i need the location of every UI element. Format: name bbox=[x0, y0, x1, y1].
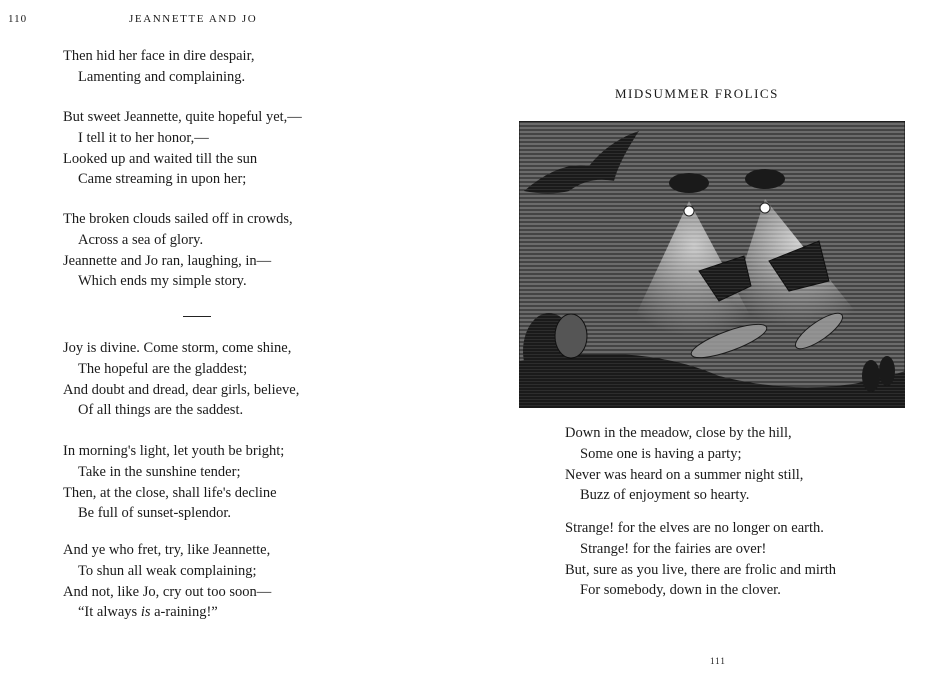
right-page bbox=[462, 0, 925, 676]
poem-line: I tell it to her honor,— bbox=[78, 129, 209, 146]
poem-line: But, sure as you live, there are frolic and mirth bbox=[565, 561, 836, 578]
quote-start: “It always bbox=[78, 604, 141, 621]
poem-line bbox=[565, 423, 803, 444]
engraving-illustration bbox=[519, 121, 905, 408]
poem-line: Buzz of enjoyment so hearty. bbox=[580, 487, 750, 504]
stanza bbox=[63, 441, 284, 524]
poem-line: In morning's light, let youth be bright; bbox=[63, 443, 285, 459]
page-number-right: 111 bbox=[710, 656, 726, 666]
poem-line: Then, at the close, shall life's decline bbox=[63, 484, 277, 501]
poem-line: And doubt and dread, dear girls, believe, bbox=[63, 381, 300, 398]
poem-line: Which ends my simple story. bbox=[78, 273, 247, 290]
stanza bbox=[63, 540, 271, 623]
poem-line: Then hid her face in dire despair, bbox=[63, 48, 255, 64]
poem-line: For somebody, down in the clover. bbox=[580, 582, 781, 599]
small-caps-opening: Down bbox=[565, 425, 601, 441]
poem-line: And not, like Jo, cry out too soon— bbox=[63, 583, 272, 600]
poem-line: And ye who fret, try, like Jeannette, bbox=[63, 542, 271, 558]
stanza bbox=[565, 423, 803, 506]
poem-line: Lamenting and complaining. bbox=[78, 68, 246, 85]
poem-line: Be full of sunset-splendor. bbox=[78, 505, 232, 522]
quote-end: a-raining!” bbox=[150, 604, 218, 621]
poem-line: Came streaming in upon her; bbox=[78, 171, 247, 188]
line-remainder: in the meadow, close by the hill, bbox=[600, 425, 792, 441]
poem-line-final bbox=[63, 602, 271, 623]
poem-title: MIDSUMMER FROLICS bbox=[615, 86, 779, 101]
poem-line: Strange! for the elves are no longer on earth. bbox=[565, 520, 824, 536]
poem-line: Some one is having a party; bbox=[580, 445, 742, 462]
stanza bbox=[63, 209, 293, 292]
stanza-divider bbox=[183, 316, 211, 317]
stanza bbox=[63, 46, 254, 88]
left-page bbox=[0, 0, 462, 676]
stanza bbox=[565, 518, 836, 601]
poem-line: The hopeful are the gladdest; bbox=[78, 360, 248, 377]
poem-line: Never was heard on a summer night still, bbox=[565, 466, 804, 483]
poem-line: Looked up and waited till the sun bbox=[63, 150, 258, 167]
poem-line: Of all things are the saddest. bbox=[78, 402, 244, 419]
running-title: JEANNETTE AND JO bbox=[129, 13, 258, 25]
poem-line: Strange! for the fairies are over! bbox=[580, 540, 767, 557]
poem-line: But sweet Jeannette, quite hopeful yet,— bbox=[63, 109, 302, 125]
poem-line: Across a sea of glory. bbox=[78, 231, 204, 248]
poem-line: Jeannette and Jo ran, laughing, in— bbox=[63, 252, 272, 269]
emphasis-word: is bbox=[140, 604, 151, 621]
poem-line: Joy is divine. Come storm, come shine, bbox=[63, 340, 292, 356]
poem-line: To shun all weak complaining; bbox=[78, 562, 257, 579]
page-number-left: 110 bbox=[8, 13, 28, 25]
stanza bbox=[63, 338, 299, 421]
poem-line: The broken clouds sailed off in crowds, bbox=[63, 211, 293, 227]
poem-line: Take in the sunshine tender; bbox=[78, 463, 241, 480]
stanza bbox=[63, 107, 302, 190]
